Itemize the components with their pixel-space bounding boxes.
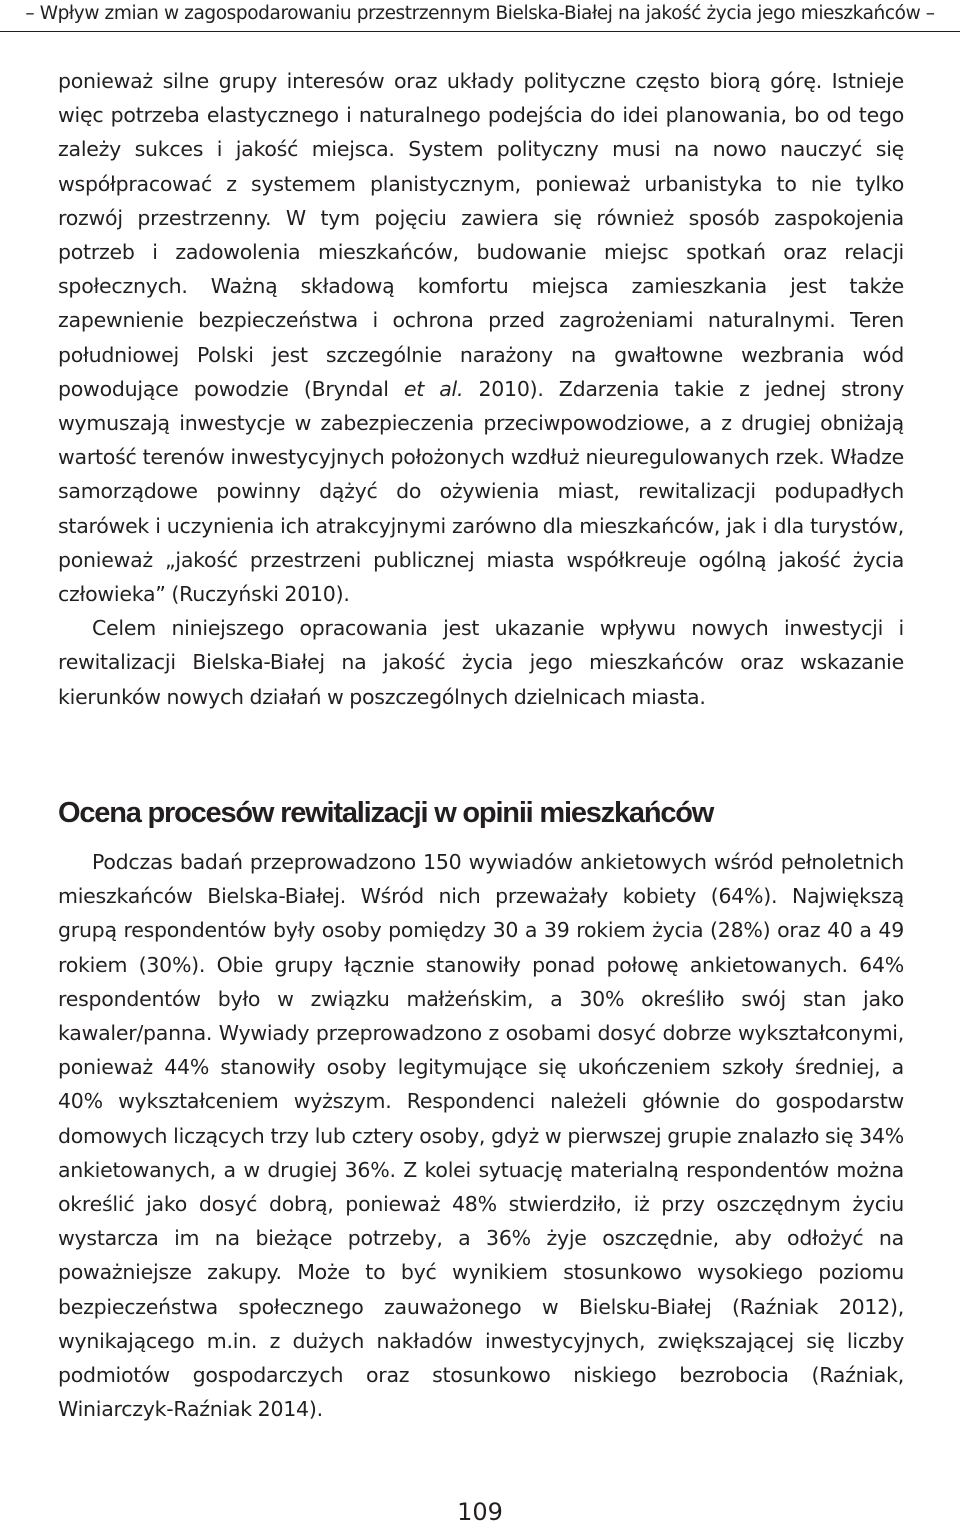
paragraph-aim: Celem niniejszego opracowania jest ukazanie wpływu nowych inwestycji i rewitalizacji Bielska-Białej na jakość życia jego mieszkańców oraz wskazanie kierunków nowych działań w poszczególnych dzielnicach miasta. [58,616,904,709]
paragraph-survey: Podczas badań przeprowadzono 150 wywiadów ankietowych wśród pełnoletnich mieszkańców Bielska-Białej. Wśród nich przeważały kobiety (64%). Największą grupą respondentów były osoby pomiędzy 30 a 39 rokiem życia (28%) oraz 40 a 49 rokiem (30%). Obie grupy łącznie stanowiły ponad połowę ankietowanych. 64% respondentów było w związku małżeńskim, a 30% określiło swój stan jako kawaler/panna. Wywiady przeprowadzono z osobami dosyć dobrze wykształconymi, ponieważ 44% stanowiły osoby legitymujące się ukończeniem szkoły średniej, a 40% wykształceniem wyższym. Respondenci należeli głównie do gospodarstw domowych liczących trzy lub cztery osoby, gdyż w pierwszej grupie znalazło się 34% ankietowanych, a w drugiej 36%. Z kolei sytuację materialną respondentów można określić jako dosyć dobrą, ponieważ 48% stwierdziło, iż przy oszczędnym życiu wystarcza im na bieżące potrzeby, a 36% żyje oszczędnie, aby odłożyć na poważniejsze zakupy. Może to być wynikiem stosunkowo wysokiego poziomu bezpieczeństwa społecznego zauważonego w Bielsku-Białej (Raźniak 2012), wynikającego m.in. z dużych nakładów inwestycyjnych, zwiększającej się liczby podmiotów gospodarczych oraz stosunkowo niskiego bezrobocia (Raźniak, Winiarczyk-Raźniak 2014). [58,850,904,1422]
intro-section [58,64,904,714]
running-header: – Wpływ zmian w zagospodarowaniu przestrzennym Bielska-Białej na jakość życia jego mieszkańców – [25,3,935,24]
page-number: 109 [457,1498,503,1526]
paragraph-continued [58,64,904,611]
section-heading: Ocena procesów rewitalizacji w opinii mieszkańców [58,797,714,829]
paragraph-text-part2: 2010). Zdarzenia takie z jednej strony wymuszają inwestycje w zabezpieczenia przeciwpowodziowe, a z drugiej obniżają wartość terenów inwestycyjnych położonych wzdłuż nieuregulowanych rzek. Władze samorządowe powinny dążyć do ożywienia miast, rewitalizacji podupadłych starówek i uczynienia ich atrakcyjnymi zarówno dla mieszkańców, jak i dla turystów, ponieważ „jakość przestrzeni publicznej miasta współkreuje ogólną jakość życia człowieka” (Ruczyński 2010). [58,376,904,607]
paragraph-text-part1: ponieważ silne grupy interesów oraz układy polityczne często biorą górę. Istnieje więc potrzeba elastycznego i naturalnego podejścia do idei planowania, bo od tego zależy sukces i jakość miejsca. System polityczny musi na nowo nauczyć się współpracować z systemem planistycznym, ponieważ urbanistyka to nie tylko rozwój przestrzenny. W tym pojęciu zawiera się również sposób zaspokojenia potrzeb i zadowolenia mieszkańców, budowanie miejsc spotkań oraz relacji społecznych. Ważną składową komfortu miejsca zamieszkania jest także zapewnienie bezpieczeństwa i ochrona przed zagrożeniami naturalnymi. Teren południowej Polski jest szczególnie narażony na gwałtowne wezbrania wód powodujące powodzie (Bryndal [58,69,904,401]
header-divider [0,31,960,32]
citation-et-al: et al. [403,376,464,401]
survey-section [58,845,904,1426]
